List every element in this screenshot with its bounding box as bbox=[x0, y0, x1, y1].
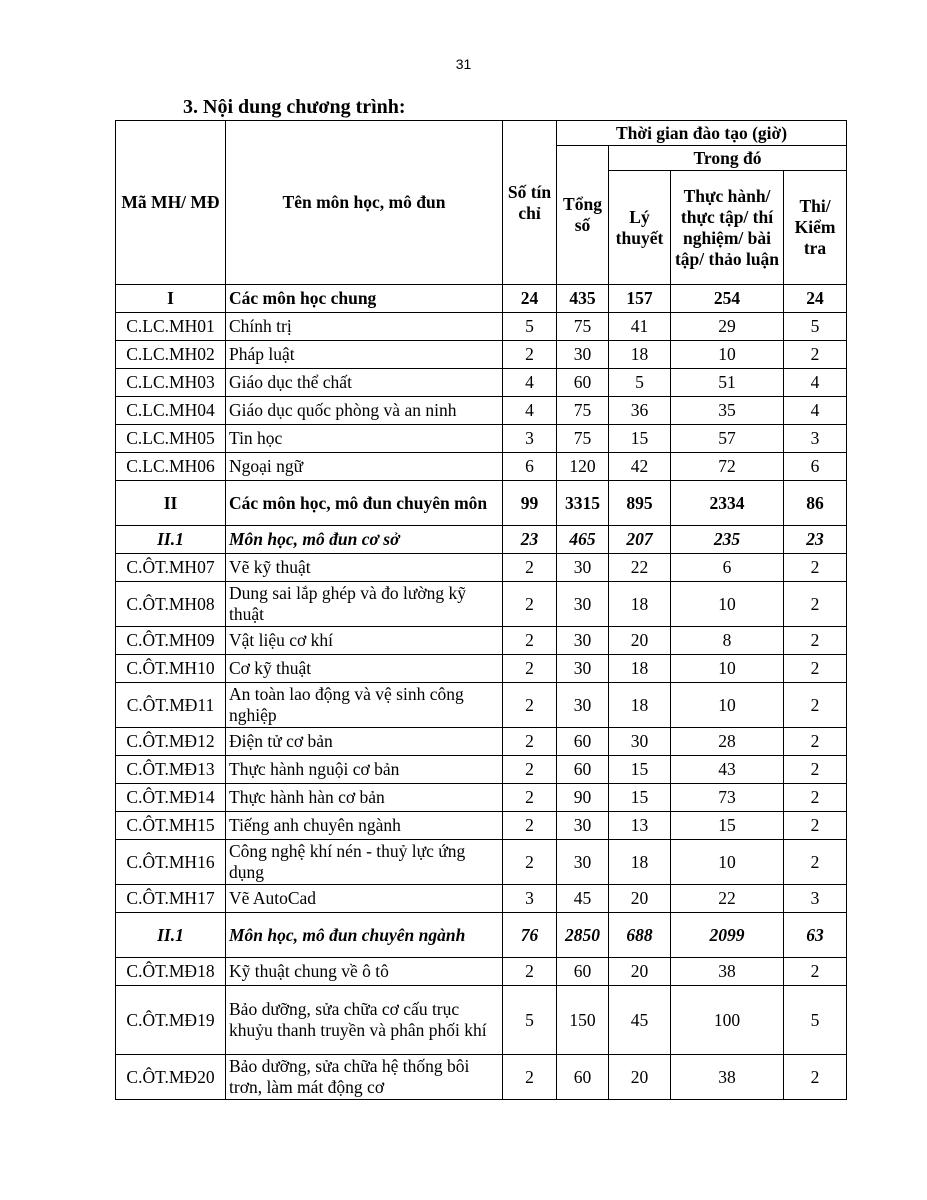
cell-practice: 73 bbox=[671, 784, 784, 812]
table-row bbox=[116, 425, 847, 453]
cell-practice: 38 bbox=[671, 958, 784, 986]
cell-total: 60 bbox=[557, 728, 609, 756]
cell-theory: 18 bbox=[609, 655, 671, 683]
cell-name: Môn học, mô đun chuyên ngành bbox=[226, 913, 503, 958]
cell-exam: 2 bbox=[784, 728, 847, 756]
cell-practice: 10 bbox=[671, 582, 784, 627]
cell-name: Tiếng anh chuyên ngành bbox=[226, 812, 503, 840]
table-row bbox=[116, 683, 847, 728]
cell-credits: 2 bbox=[503, 1055, 557, 1100]
cell-exam: 4 bbox=[784, 369, 847, 397]
cell-credits: 2 bbox=[503, 812, 557, 840]
cell-credits: 2 bbox=[503, 582, 557, 627]
cell-total: 2850 bbox=[557, 913, 609, 958]
cell-theory: 15 bbox=[609, 784, 671, 812]
cell-code: II.1 bbox=[116, 526, 226, 554]
cell-total: 60 bbox=[557, 1055, 609, 1100]
cell-practice: 22 bbox=[671, 885, 784, 913]
cell-name: Các môn học, mô đun chuyên môn bbox=[226, 481, 503, 526]
cell-code: C.LC.MH05 bbox=[116, 425, 226, 453]
cell-exam: 2 bbox=[784, 655, 847, 683]
cell-credits: 2 bbox=[503, 840, 557, 885]
cell-practice: 10 bbox=[671, 341, 784, 369]
cell-credits: 4 bbox=[503, 369, 557, 397]
cell-code: C.ÔT.MH15 bbox=[116, 812, 226, 840]
cell-total: 150 bbox=[557, 986, 609, 1055]
cell-total: 465 bbox=[557, 526, 609, 554]
cell-credits: 5 bbox=[503, 986, 557, 1055]
table-row bbox=[116, 913, 847, 958]
cell-name: Bảo dưỡng, sửa chữa cơ cấu trục khuỷu thanh truyền và phân phối khí bbox=[226, 986, 503, 1055]
cell-exam: 5 bbox=[784, 313, 847, 341]
cell-practice: 6 bbox=[671, 554, 784, 582]
cell-total: 30 bbox=[557, 812, 609, 840]
table-row bbox=[116, 958, 847, 986]
cell-total: 75 bbox=[557, 425, 609, 453]
cell-theory: 30 bbox=[609, 728, 671, 756]
cell-name: Vật liệu cơ khí bbox=[226, 627, 503, 655]
cell-total: 60 bbox=[557, 958, 609, 986]
cell-code: C.LC.MH04 bbox=[116, 397, 226, 425]
cell-name: Bảo dưỡng, sửa chữa hệ thống bôi trơn, làm mát động cơ bbox=[226, 1055, 503, 1100]
cell-credits: 2 bbox=[503, 756, 557, 784]
cell-credits: 2 bbox=[503, 728, 557, 756]
table-row bbox=[116, 582, 847, 627]
cell-credits: 23 bbox=[503, 526, 557, 554]
header-total: Tổng số bbox=[557, 146, 609, 285]
cell-exam: 6 bbox=[784, 453, 847, 481]
header-practice: Thực hành/ thực tập/ thí nghiệm/ bài tập/ thảo luận bbox=[671, 171, 784, 285]
cell-credits: 2 bbox=[503, 554, 557, 582]
table-row bbox=[116, 756, 847, 784]
cell-code: C.ÔT.MH10 bbox=[116, 655, 226, 683]
cell-practice: 10 bbox=[671, 840, 784, 885]
cell-exam: 5 bbox=[784, 986, 847, 1055]
cell-exam: 24 bbox=[784, 285, 847, 313]
cell-total: 60 bbox=[557, 756, 609, 784]
table-row bbox=[116, 1055, 847, 1100]
cell-practice: 2334 bbox=[671, 481, 784, 526]
cell-theory: 15 bbox=[609, 425, 671, 453]
cell-name: Kỹ thuật chung về ô tô bbox=[226, 958, 503, 986]
cell-total: 3315 bbox=[557, 481, 609, 526]
cell-theory: 15 bbox=[609, 756, 671, 784]
cell-exam: 3 bbox=[784, 425, 847, 453]
cell-code: C.LC.MH01 bbox=[116, 313, 226, 341]
cell-code: II.1 bbox=[116, 913, 226, 958]
cell-theory: 18 bbox=[609, 582, 671, 627]
cell-exam: 2 bbox=[784, 1055, 847, 1100]
cell-practice: 254 bbox=[671, 285, 784, 313]
header-code: Mã MH/ MĐ bbox=[116, 121, 226, 285]
cell-code: C.LC.MH03 bbox=[116, 369, 226, 397]
cell-credits: 5 bbox=[503, 313, 557, 341]
cell-total: 30 bbox=[557, 655, 609, 683]
cell-exam: 2 bbox=[784, 627, 847, 655]
table-row bbox=[116, 397, 847, 425]
cell-total: 75 bbox=[557, 397, 609, 425]
cell-credits: 2 bbox=[503, 341, 557, 369]
cell-code: C.ÔT.MĐ14 bbox=[116, 784, 226, 812]
cell-name: Giáo dục quốc phòng và an ninh bbox=[226, 397, 503, 425]
cell-code: C.LC.MH06 bbox=[116, 453, 226, 481]
cell-theory: 688 bbox=[609, 913, 671, 958]
cell-code: C.ÔT.MH17 bbox=[116, 885, 226, 913]
cell-code: C.ÔT.MĐ18 bbox=[116, 958, 226, 986]
cell-name: Công nghệ khí nén - thuỷ lực ứng dụng bbox=[226, 840, 503, 885]
cell-name: Vẽ AutoCad bbox=[226, 885, 503, 913]
cell-exam: 2 bbox=[784, 958, 847, 986]
cell-name: Pháp luật bbox=[226, 341, 503, 369]
cell-credits: 4 bbox=[503, 397, 557, 425]
cell-code: C.ÔT.MĐ19 bbox=[116, 986, 226, 1055]
cell-code: II bbox=[116, 481, 226, 526]
cell-theory: 18 bbox=[609, 683, 671, 728]
cell-practice: 51 bbox=[671, 369, 784, 397]
cell-credits: 3 bbox=[503, 885, 557, 913]
cell-practice: 2099 bbox=[671, 913, 784, 958]
cell-total: 30 bbox=[557, 840, 609, 885]
cell-exam: 2 bbox=[784, 683, 847, 728]
cell-theory: 18 bbox=[609, 341, 671, 369]
table-row bbox=[116, 341, 847, 369]
cell-exam: 2 bbox=[784, 812, 847, 840]
cell-credits: 99 bbox=[503, 481, 557, 526]
cell-total: 60 bbox=[557, 369, 609, 397]
cell-practice: 15 bbox=[671, 812, 784, 840]
cell-code: I bbox=[116, 285, 226, 313]
cell-name: Cơ kỹ thuật bbox=[226, 655, 503, 683]
cell-practice: 38 bbox=[671, 1055, 784, 1100]
cell-practice: 8 bbox=[671, 627, 784, 655]
cell-exam: 2 bbox=[784, 582, 847, 627]
cell-exam: 63 bbox=[784, 913, 847, 958]
cell-exam: 2 bbox=[784, 840, 847, 885]
cell-exam: 2 bbox=[784, 784, 847, 812]
cell-name: Thực hành hàn cơ bản bbox=[226, 784, 503, 812]
table-row bbox=[116, 481, 847, 526]
header-theory: Lý thuyết bbox=[609, 171, 671, 285]
cell-credits: 2 bbox=[503, 958, 557, 986]
cell-theory: 41 bbox=[609, 313, 671, 341]
table-row bbox=[116, 784, 847, 812]
cell-total: 30 bbox=[557, 554, 609, 582]
cell-name: Vẽ kỹ thuật bbox=[226, 554, 503, 582]
table-row bbox=[116, 840, 847, 885]
cell-practice: 10 bbox=[671, 655, 784, 683]
cell-name: Giáo dục thể chất bbox=[226, 369, 503, 397]
cell-theory: 18 bbox=[609, 840, 671, 885]
cell-theory: 157 bbox=[609, 285, 671, 313]
cell-name: Điện tử cơ bản bbox=[226, 728, 503, 756]
table-row bbox=[116, 728, 847, 756]
section-heading: 3. Nội dung chương trình: bbox=[183, 96, 406, 118]
table-row bbox=[116, 369, 847, 397]
cell-theory: 13 bbox=[609, 812, 671, 840]
page-number: 31 bbox=[455, 56, 472, 72]
cell-credits: 24 bbox=[503, 285, 557, 313]
cell-credits: 2 bbox=[503, 627, 557, 655]
cell-code: C.ÔT.MH07 bbox=[116, 554, 226, 582]
table-body bbox=[116, 285, 847, 1100]
cell-theory: 20 bbox=[609, 627, 671, 655]
cell-total: 30 bbox=[557, 341, 609, 369]
table-row bbox=[116, 526, 847, 554]
cell-exam: 2 bbox=[784, 756, 847, 784]
header-training-time: Thời gian đào tạo (giờ) bbox=[557, 121, 847, 146]
cell-theory: 207 bbox=[609, 526, 671, 554]
curriculum-table bbox=[115, 120, 847, 1100]
cell-theory: 42 bbox=[609, 453, 671, 481]
cell-code: C.ÔT.MH08 bbox=[116, 582, 226, 627]
cell-code: C.ÔT.MĐ20 bbox=[116, 1055, 226, 1100]
table-row bbox=[116, 453, 847, 481]
cell-name: Chính trị bbox=[226, 313, 503, 341]
cell-exam: 2 bbox=[784, 554, 847, 582]
cell-code: C.ÔT.MĐ13 bbox=[116, 756, 226, 784]
cell-exam: 23 bbox=[784, 526, 847, 554]
table-row bbox=[116, 655, 847, 683]
cell-name: Dung sai lắp ghép và đo lường kỹ thuật bbox=[226, 582, 503, 627]
table-row bbox=[116, 986, 847, 1055]
cell-credits: 6 bbox=[503, 453, 557, 481]
cell-credits: 2 bbox=[503, 655, 557, 683]
cell-practice: 100 bbox=[671, 986, 784, 1055]
cell-name: Môn học, mô đun cơ sở bbox=[226, 526, 503, 554]
cell-total: 435 bbox=[557, 285, 609, 313]
cell-credits: 2 bbox=[503, 784, 557, 812]
cell-practice: 35 bbox=[671, 397, 784, 425]
cell-practice: 29 bbox=[671, 313, 784, 341]
cell-name: Thực hành nguội cơ bản bbox=[226, 756, 503, 784]
header-exam: Thi/ Kiểm tra bbox=[784, 171, 847, 285]
cell-total: 30 bbox=[557, 627, 609, 655]
cell-total: 90 bbox=[557, 784, 609, 812]
cell-theory: 5 bbox=[609, 369, 671, 397]
cell-practice: 43 bbox=[671, 756, 784, 784]
cell-theory: 20 bbox=[609, 958, 671, 986]
cell-practice: 235 bbox=[671, 526, 784, 554]
cell-credits: 76 bbox=[503, 913, 557, 958]
cell-code: C.LC.MH02 bbox=[116, 341, 226, 369]
cell-name: An toàn lao động và vệ sinh công nghiệp bbox=[226, 683, 503, 728]
cell-total: 30 bbox=[557, 582, 609, 627]
cell-credits: 2 bbox=[503, 683, 557, 728]
cell-exam: 3 bbox=[784, 885, 847, 913]
cell-exam: 4 bbox=[784, 397, 847, 425]
cell-practice: 72 bbox=[671, 453, 784, 481]
table-row bbox=[116, 885, 847, 913]
cell-name: Các môn học chung bbox=[226, 285, 503, 313]
cell-total: 30 bbox=[557, 683, 609, 728]
cell-name: Ngoại ngữ bbox=[226, 453, 503, 481]
cell-code: C.ÔT.MH16 bbox=[116, 840, 226, 885]
header-name: Tên môn học, mô đun bbox=[226, 121, 503, 285]
cell-code: C.ÔT.MĐ11 bbox=[116, 683, 226, 728]
header-of-which: Trong đó bbox=[609, 146, 847, 171]
table-row bbox=[116, 313, 847, 341]
cell-exam: 86 bbox=[784, 481, 847, 526]
cell-total: 45 bbox=[557, 885, 609, 913]
cell-practice: 10 bbox=[671, 683, 784, 728]
header-credits: Số tín chỉ bbox=[503, 121, 557, 285]
table-row bbox=[116, 285, 847, 313]
cell-name: Tin học bbox=[226, 425, 503, 453]
cell-theory: 22 bbox=[609, 554, 671, 582]
cell-total: 75 bbox=[557, 313, 609, 341]
cell-code: C.ÔT.MĐ12 bbox=[116, 728, 226, 756]
cell-credits: 3 bbox=[503, 425, 557, 453]
cell-theory: 895 bbox=[609, 481, 671, 526]
cell-theory: 36 bbox=[609, 397, 671, 425]
cell-practice: 28 bbox=[671, 728, 784, 756]
table-row bbox=[116, 554, 847, 582]
cell-theory: 20 bbox=[609, 1055, 671, 1100]
table-row bbox=[116, 812, 847, 840]
cell-theory: 45 bbox=[609, 986, 671, 1055]
cell-practice: 57 bbox=[671, 425, 784, 453]
cell-code: C.ÔT.MH09 bbox=[116, 627, 226, 655]
cell-theory: 20 bbox=[609, 885, 671, 913]
cell-total: 120 bbox=[557, 453, 609, 481]
cell-exam: 2 bbox=[784, 341, 847, 369]
table-row bbox=[116, 627, 847, 655]
